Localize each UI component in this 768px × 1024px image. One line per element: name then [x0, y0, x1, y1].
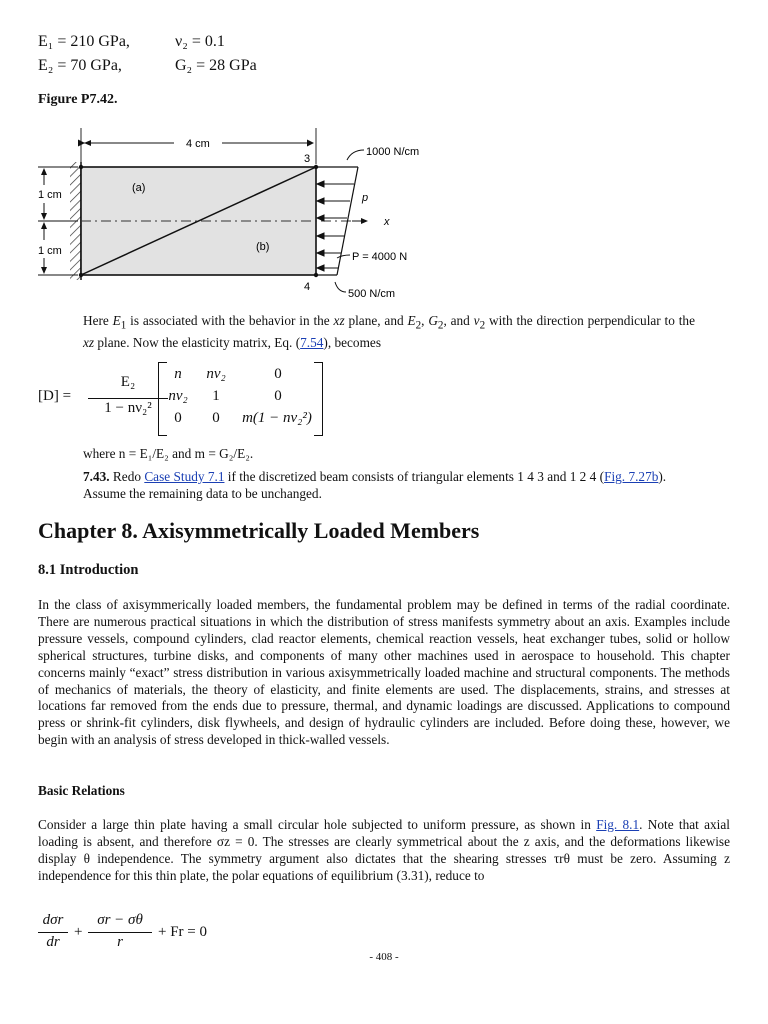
matrix-equation — [38, 360, 358, 440]
given-nu2: ν₂ = 0.1 — [175, 33, 225, 50]
link-fig-81[interactable]: Fig. 8.1 — [596, 817, 640, 832]
eq-num2: σr − σθ — [97, 912, 143, 928]
given-E2: E₂ = 70 GPa, — [38, 57, 122, 74]
node-1 — [79, 165, 83, 169]
element-b-label: (b) — [256, 241, 270, 253]
matrix-r1c2: nν₂ — [206, 366, 226, 382]
element-a-label: (a) — [132, 182, 146, 194]
matrix-r3c2: 0 — [212, 410, 220, 426]
matrix-r3c3: m(1 − nν₂²) — [242, 410, 312, 426]
link-fig-727b[interactable]: Fig. 7.27b — [604, 469, 659, 484]
equilibrium-equation — [38, 912, 238, 956]
given-G2: G₂ = 28 GPa — [175, 57, 257, 74]
dim-width-label: 4 cm — [186, 138, 210, 150]
matrix-frac-num: E₂ — [120, 374, 136, 390]
dim-height-2-label: 1 cm — [38, 245, 62, 257]
P-force-label: P = 4000 N — [352, 251, 408, 263]
eq-num1: dσr — [42, 912, 64, 928]
link-eq-754[interactable]: 7.54 — [300, 334, 324, 350]
matrix-frac-den: 1 − nν₂² — [104, 400, 152, 416]
problem-743: 7.43. Redo Case Study 7.1 if the discretized beam consists of triangular elements 1 4 3 and 1 2 4 (Fig. 7.27b). Assume the remaining data to be unchanged. — [83, 469, 667, 501]
eq-den2: r — [117, 934, 123, 950]
load-top-label: 1000 N/cm — [366, 146, 420, 158]
paragraph-elasticity: Here $E_1$ is associated with the behavior in the xz plane, and $E_2$, $G_2$, and $\nu_2$ with the direction perpendicular to the xz plane. Now the elasticity matrix, Eq. (7.54), becomes — [83, 313, 695, 350]
matrix-r2c3: 0 — [274, 388, 282, 404]
link-case-study-71[interactable]: Case Study 7.1 — [144, 469, 225, 484]
node-2 — [79, 273, 83, 277]
where-line: where n = E₁/E₂ and m = G₂/E₂. — [83, 446, 254, 461]
basic-relations-paragraph: Consider a large thin plate having a small circular hole subjected to uniform pressure, as shown in Fig. 8.1. Note that axial loading is absent, and therefore σz = 0. The stresses are clearly symmetrical about the z axis, and the deformations likewise display θ independence. The symmetry argument also dictates that the shearing stresses τrθ must be zero. Assuming z independence for this thin plate, the polar equations of equilibrium (3.31), reduce to — [38, 817, 730, 883]
subsection-title: Basic Relations — [38, 783, 125, 798]
matrix-lhs: [D] = — [38, 388, 72, 404]
intro-paragraph: In the class of axisymmerically loaded members, the fundamental problem may be defined in terms of the radial coordinate. There are numerous practical situations in which the distribution of stress manifests symmetry about an axis. Examples include pressure vessels, compound cylinders, clad reactor elements, chemical reaction vessels, heat exchanger tubes, solid or hollow spherical structures, turbine disks, and components of many other machines used in aerospace to household. This chapter concerns mainly “exact” stress distribution in various axisymmetrically loaded machine and structural components. The methods of mechanics of materials, the theory of elasticity, and finite elements are used. The displacements, strains, and stresses at locations far removed from the ends due to pressure, thermal, and dynamic loadings are discussed. Applications to compound press or shrink-fit cylinders, disk flywheels, and design of hydraulic cylinders are included. Before doing these, however, we begin with an analysis of stress developed in thick-walled vessels. — [38, 597, 730, 748]
matrix-r2c2: 1 — [212, 388, 220, 404]
section-title: 8.1 Introduction — [38, 562, 139, 578]
matrix-r3c1: 0 — [174, 410, 182, 426]
x-axis-label: x — [384, 216, 390, 228]
load-bottom-label: 500 N/cm — [348, 288, 396, 300]
matrix-r1c1: n — [174, 366, 182, 382]
eq-rest: + Fr = 0 — [158, 924, 208, 940]
page-number: - 408 - — [369, 951, 399, 963]
eq-plus1: + — [74, 924, 83, 940]
node-4-label: 4 — [304, 281, 311, 293]
load-arrows — [317, 181, 354, 271]
figure-p742 — [38, 118, 440, 304]
chapter-title: Chapter 8. Axisymmetrically Loaded Members — [38, 518, 480, 543]
node-3-label: 3 — [304, 153, 311, 165]
eq-den1: dr — [46, 934, 60, 950]
dim-height-1-label: 1 cm — [38, 189, 62, 201]
given-E1: E₁ = 210 GPa, — [38, 33, 130, 50]
p-label: p — [362, 192, 369, 204]
figure-title: Figure P7.42. — [38, 92, 118, 107]
matrix-r1c3: 0 — [274, 366, 282, 382]
matrix-r2c1: nν₂ — [168, 388, 188, 404]
